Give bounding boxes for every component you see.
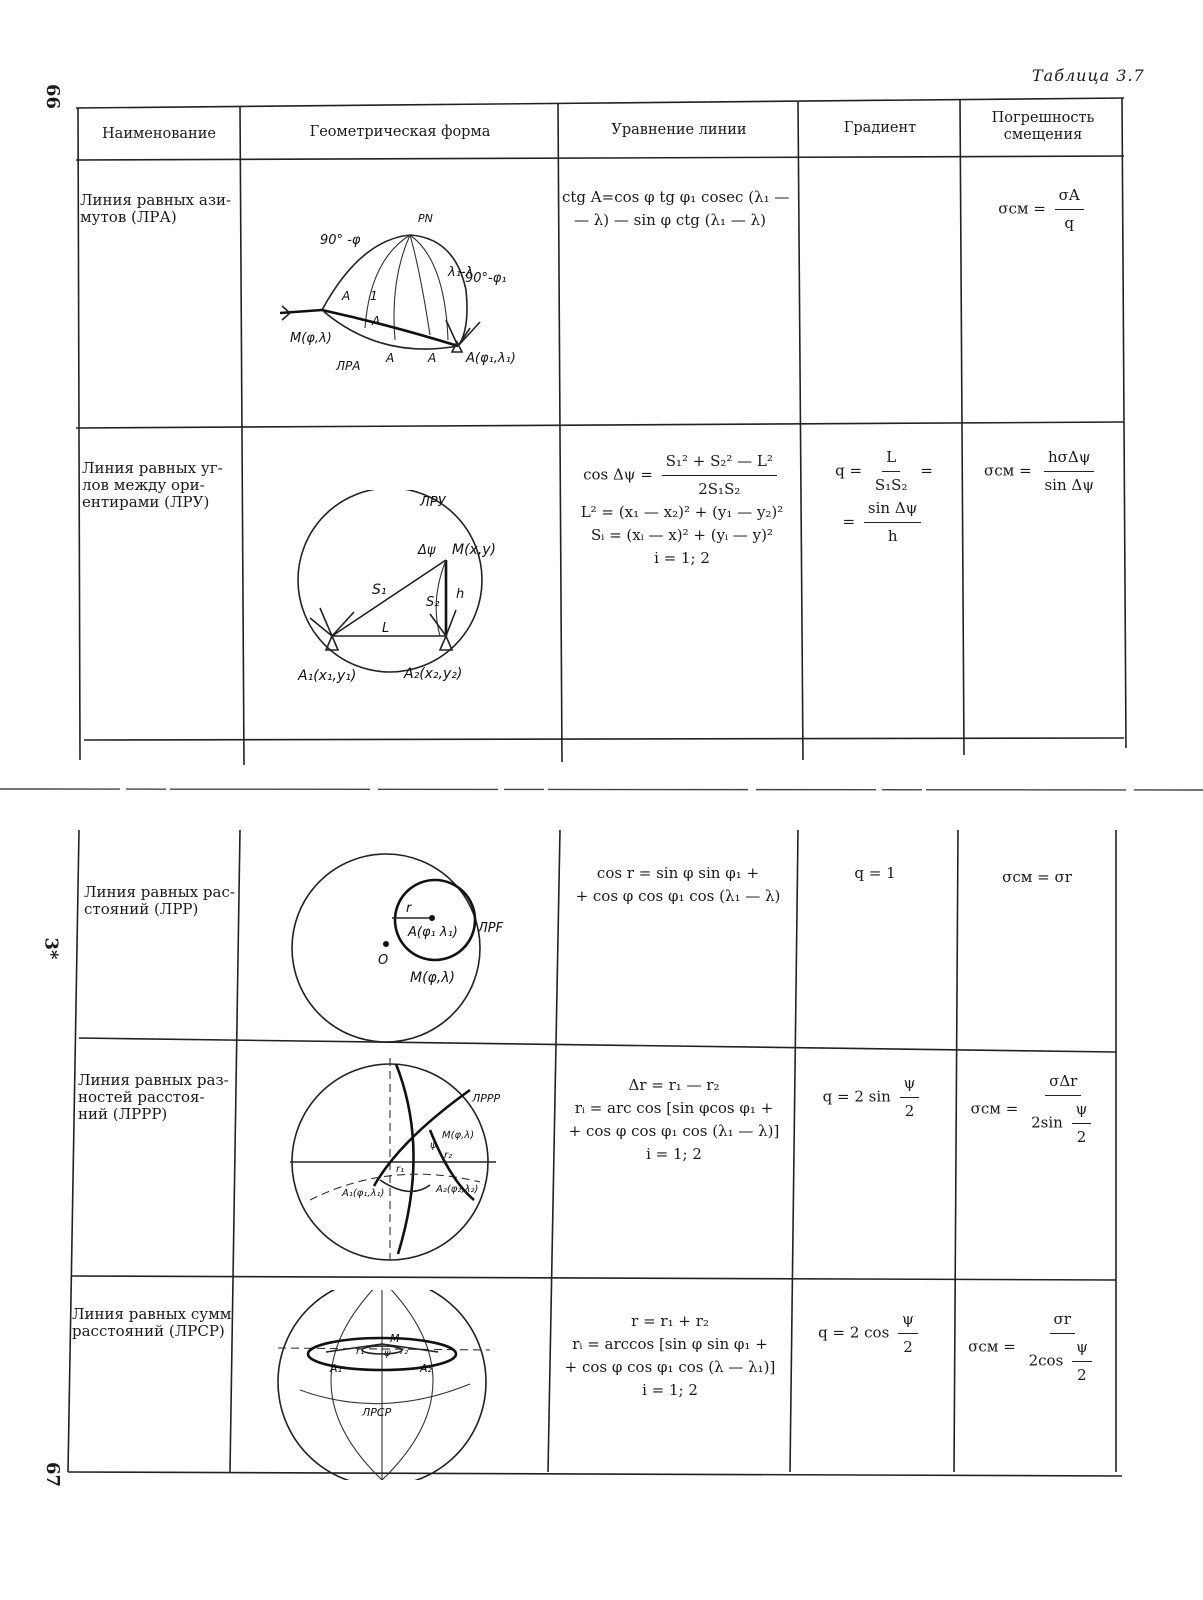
page-number-top: 66 (42, 83, 64, 110)
bottom-table-grid (0, 800, 1203, 1600)
row2-eq-line4: i = 1; 2 (654, 549, 710, 567)
row5-eq-line1: r = r₁ + r₂ (631, 1312, 709, 1330)
row4-error-den-den: 2 (1076, 1128, 1087, 1146)
row5-gradient (792, 1308, 948, 1359)
row3-label-lrf: ЛРF (478, 921, 504, 936)
row2-figure (280, 490, 550, 700)
row3-name: Линия равных рас-стояний (ЛРР) (84, 883, 235, 918)
row1-equation (562, 186, 798, 232)
row5-eq-line4: i = 1; 2 (642, 1381, 698, 1399)
row4-label-psi: ψ (430, 1140, 437, 1151)
row4-eq-line3: + cos φ cos φ₁ cos (λ₁ — λ)] (568, 1122, 780, 1140)
row2-eq-den: 2S₁S₂ (698, 480, 741, 498)
row2-grad-eq: = (842, 512, 856, 531)
row4-error-num: σΔr (1045, 1070, 1081, 1096)
page-number-bottom: 67 (42, 1461, 64, 1488)
row2-grad-lhs: q = (835, 461, 863, 480)
row1-eq-line2: — λ) — sin φ ctg (λ₁ — λ) (574, 211, 766, 229)
row5-grad-den: 2 (903, 1338, 913, 1356)
header-gradient: Градиент (843, 120, 917, 136)
row4-error-den-pre: 2sin (1031, 1113, 1063, 1132)
row2-eq-line3: Sᵢ = (xᵢ — x)² + (yᵢ — y)² (591, 526, 773, 544)
row4-label-r1: r₁ (396, 1164, 405, 1175)
row4-grad-den: 2 (904, 1102, 915, 1120)
row2-equation (564, 450, 800, 570)
row1-label-90phi1: 90°-φ₁ (465, 271, 507, 286)
row2-label-s1: S₁ (372, 582, 387, 598)
row5-label-lrsr: ЛРСР (362, 1406, 392, 1419)
row1-error (968, 184, 1118, 235)
row4-error-lhs: σсм = (970, 1099, 1019, 1118)
row5-equation (552, 1310, 788, 1402)
row1-error-den: q (1064, 214, 1075, 232)
row3-figure (280, 848, 550, 1048)
row3-equation (560, 862, 796, 908)
row2-label-h: h (456, 587, 465, 602)
row5-error-den-den: 2 (1077, 1366, 1087, 1384)
row1-label-lambda: λ₁-λ (448, 265, 474, 280)
row5-label-r1: r₁ (356, 1346, 365, 1357)
row5-label-a1: A₁ (330, 1362, 342, 1375)
header-error-line1: Погрешность (991, 110, 1095, 126)
row2-label-lru: ЛРУ (420, 495, 446, 510)
row2-label-dpsi: Δψ (418, 543, 436, 558)
row4-label-lrrr: ЛРРР (472, 1092, 501, 1105)
row1-error-num: σA (1055, 184, 1084, 210)
row2-gradient: q = $\frac{L}{\text{S₁S₂}}$ = = $\frac{\text{sin Δψ}}{h}$ (810, 446, 958, 548)
row4-equation (556, 1074, 792, 1166)
row2-eq-num: S₁² + S₂² — L² (662, 450, 777, 476)
row3-gradient: q = 1 (854, 864, 896, 882)
row4-error (958, 1070, 1116, 1149)
header-equation: Уравнение линии (611, 122, 747, 138)
row3-eq-line2: + cos φ cos φ₁ cos (λ₁ — λ) (575, 887, 781, 905)
header-error (968, 110, 1118, 144)
row1-label-m: M(φ,λ) (290, 331, 332, 346)
row4-figure (280, 1050, 550, 1270)
row2-name: Линия равных уг-лов между ори-ентирами (ЛРУ) (82, 459, 223, 511)
row2-error-num: hσΔψ (1044, 446, 1095, 472)
row4-grad-lhs: q = 2 sin (822, 1087, 891, 1106)
row3-label-m: M(φ,λ) (410, 970, 455, 986)
row5-label-a2: A₂ (420, 1362, 432, 1375)
row2-grad-num2: sin Δψ (864, 497, 922, 523)
row5-error-den-pre: 2cos (1028, 1351, 1064, 1370)
signature-mark: 3* (40, 937, 62, 960)
row5-error-den-num: ψ (1072, 1336, 1092, 1362)
row2-label-l: L (382, 621, 390, 636)
row4-name: Линия равных раз-ностей расстоя-ний (ЛРРР) (78, 1071, 229, 1123)
row1-label-a2: A (372, 314, 381, 328)
row2-eq-lhs: cos Δψ = (583, 465, 653, 484)
table-caption: Таблица 3.7 (1032, 66, 1145, 85)
row1-label-a3: A (386, 351, 395, 365)
row4-gradient (796, 1072, 950, 1123)
row2-grad-num1: L (882, 446, 900, 472)
row2-error-den: sin Δψ (1044, 476, 1094, 494)
row4-label-a1: A₁(φ₁,λ₁) (342, 1188, 385, 1199)
row3-label-r: r (406, 901, 412, 916)
row4-label-r2: r₂ (444, 1150, 453, 1161)
row2-grad-den1: S₁S₂ (874, 476, 908, 494)
header-name: Наименование (102, 126, 216, 142)
header-form: Геометрическая форма (309, 124, 491, 140)
row1-error-lhs: σсм = (998, 199, 1046, 218)
row2-label-a2: A₂(x₂,y₂) (404, 666, 463, 682)
row3-label-a: A(φ₁ λ₁) (408, 925, 458, 940)
row5-label-psi: ψ (384, 1348, 391, 1359)
row3-label-o: O (378, 953, 389, 968)
row1-label-a1: A (342, 289, 351, 303)
row2-eq-line2: L² = (x₁ — x₂)² + (y₁ — y₂)² (580, 503, 784, 521)
row5-label-m: M (390, 1332, 400, 1345)
row5-error-lhs: σсм = (968, 1337, 1016, 1356)
row5-eq-line3: + cos φ cos φ₁ cos (λ — λ₁)] (564, 1358, 776, 1376)
row2-label-s2: S₂ (426, 595, 440, 610)
row5-error (956, 1308, 1116, 1387)
row4-error-den-num: ψ (1072, 1098, 1092, 1124)
row1-label-a-phi1: A(φ₁,λ₁) (466, 351, 516, 366)
row4-label-m: M(φ,λ) (442, 1130, 475, 1141)
row2-error-lhs: σсм = (984, 461, 1032, 480)
row4-grad-num: ψ (900, 1072, 920, 1098)
row4-eq-line4: i = 1; 2 (646, 1145, 702, 1163)
row1-eq-line1: ctg A=cos φ tg φ₁ cosec (λ₁ — (562, 188, 790, 206)
row4-eq-line1: Δr = r₁ — r₂ (628, 1076, 720, 1094)
row5-label-r2: r₂ (400, 1346, 409, 1357)
row4-label-a2: A₂(φ₂,λ₂) (436, 1184, 479, 1195)
row1-label-1: 1 (370, 289, 378, 303)
row2-label-m: M(x,y) (452, 542, 497, 558)
row1-label-a4: A (428, 351, 437, 365)
row5-figure (270, 1290, 550, 1480)
row1-name: Линия равных ази-мутов (ЛРА) (80, 191, 232, 226)
row5-name: Линия равных сумм расстояний (ЛРСР) (72, 1305, 232, 1340)
row5-error-num: σr (1050, 1308, 1075, 1334)
row1-figure (270, 200, 550, 390)
row1-label-pn: PN (418, 212, 433, 225)
row3-error: σсм = σr (1002, 868, 1072, 886)
row5-grad-num: ψ (898, 1308, 918, 1334)
row3-eq-line1: cos r = sin φ sin φ₁ + (596, 864, 760, 882)
row1-label-lra: ЛРА (336, 359, 361, 373)
header-error-line2: смещения (1003, 127, 1083, 143)
row2-grad-den2: h (887, 527, 898, 545)
row2-label-a1: A₁(x₁,y₁) (298, 668, 357, 684)
row4-eq-line2: rᵢ = arc cos [sin φcos φ₁ + (574, 1099, 774, 1117)
row5-eq-line2: rᵢ = arccos [sin φ sin φ₁ + (572, 1335, 768, 1353)
row1-label-90phi: 90° -φ (320, 233, 361, 248)
page-divider (0, 780, 1203, 800)
row5-grad-lhs: q = 2 cos (818, 1323, 890, 1342)
row2-error (968, 446, 1118, 497)
